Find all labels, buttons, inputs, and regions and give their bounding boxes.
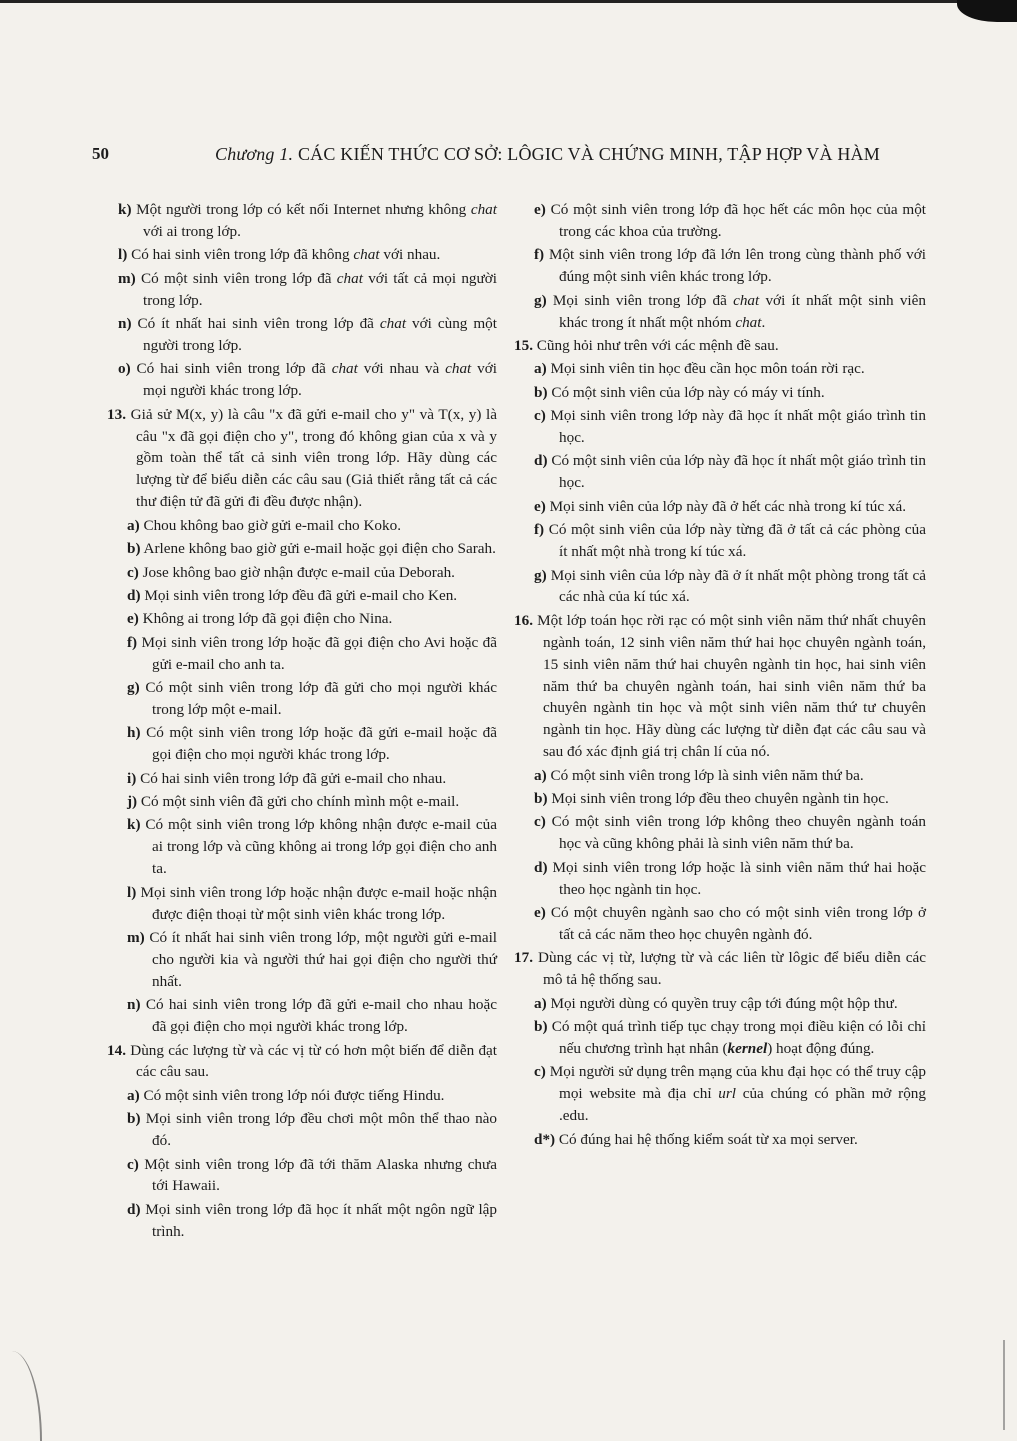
exercise-item: d*) Có đúng hai hệ thống kiểm soát từ xa mọi server. [534, 1130, 858, 1148]
page-number: 50 [92, 144, 109, 163]
exercise-item: c) Mọi sinh viên trong lớp này đã học ít nhất một giáo trình tin học. [534, 407, 926, 447]
exercise-13: 13. Giả sử M(x, y) là câu "x đã gửi e-mail cho y" và T(x, y) là câu "x đã gọi điện cho y", trong đó không gian của x và y gồm toàn thể tất cả sinh viên trong lớp. Hãy dùng các lượng từ để biểu diễn các câu sau (Giả thiết rằng tất cả các thư điện tử đã gửi đi đều được nhận). [107, 405, 497, 511]
scan-binding-shadow [0, 1351, 42, 1441]
exercise-item: e) Có một chuyên ngành sao cho có một sinh viên trong lớp ở tất cả các năm theo học chuyên ngành đó. [534, 904, 927, 943]
chapter-title: CÁC KIẾN THỨC CƠ SỞ: LÔGIC VÀ CHỨNG MINH, TẬP HỢP VÀ HÀM [297, 144, 880, 164]
exercise-item: h) Có một sinh viên trong lớp hoặc đã gửi e-mail hoặc đã gọi điện cho mọi người khác trong lớp. [127, 724, 497, 764]
exercise-item: e) Không ai trong lớp đã gọi điện cho Nina. [127, 610, 393, 628]
exercise-item: a) Chou không bao giờ gửi e-mail cho Koko. [127, 516, 401, 534]
running-header [92, 144, 922, 168]
exercise-item: b) Mọi sinh viên trong lớp đều chơi một môn thể thao nào đó. [127, 1110, 497, 1150]
exercise-item: g) Mọi sinh viên của lớp này đã ở ít nhất một phòng trong tất cả các nhà của kí túc xá. [534, 566, 926, 606]
exercise-14-items [107, 1085, 497, 1243]
exercise-item: l) Mọi sinh viên trong lớp hoặc nhận được e-mail hoặc nhận được điện thoại từ một sinh viên khác trong lớp. [127, 883, 498, 923]
exercise-item: j) Có một sinh viên đã gửi cho chính mình một e-mail. [127, 793, 460, 811]
exercise-item: l) Có hai sinh viên trong lớp đã không chat với nhau. [118, 246, 441, 264]
exercise-17: 17. Dùng các vị từ, lượng từ và các liên từ lôgic để biểu diễn các mô tả hệ thống sau. [514, 949, 926, 989]
exercise-item: f) Mọi sinh viên trong lớp hoặc đã gọi điện cho Avi hoặc đã gửi e-mail cho anh ta. [127, 633, 497, 673]
exercise-item: b) Arlene không bao giờ gửi e-mail hoặc gọi điện cho Sarah. [127, 540, 496, 558]
exercise-item: k) Một người trong lớp có kết nối Internet nhưng không chat với ai trong lớp. [118, 201, 497, 240]
exercise-item: c) Mọi người sử dụng trên mạng của khu đại học có thể truy cập mọi website mà địa chỉ url của chúng có phần mở rộng .edu. [534, 1063, 926, 1125]
exercise-item: m) Có ít nhất hai sinh viên trong lớp, một người gửi e-mail cho người kia và người thứ hai gọi điện cho người thứ nhất. [127, 929, 498, 990]
exercise-item: c) Jose không bao giờ nhận được e-mail của Deborah. [127, 563, 455, 581]
exercise-item: e) Có một sinh viên trong lớp đã học hết các môn học của một trong các khoa của trường. [534, 201, 927, 240]
left-column [107, 199, 497, 1244]
exercise-15-items [514, 358, 926, 608]
exercise-item: g) Mọi sinh viên trong lớp đã chat với ít nhất một sinh viên khác trong ít nhất một nhóm chat. [534, 291, 926, 331]
scan-corner-mark [957, 0, 1017, 22]
exercise-item: m) Có một sinh viên trong lớp đã chat với tất cả mọi người trong lớp. [118, 269, 497, 309]
chapter-heading [215, 144, 880, 165]
exercise-item: f) Có một sinh viên của lớp này từng đã ở tất cả các phòng của ít nhất một nhà trong kí túc xá. [534, 521, 927, 561]
exercise-item: g) Có một sinh viên trong lớp đã gửi cho mọi người khác trong lớp một e-mail. [127, 679, 498, 718]
exercise-13-items [107, 515, 497, 1038]
exercise-item: d) Có một sinh viên của lớp này đã học ít nhất một giáo trình tin học. [534, 452, 927, 492]
right-column [514, 199, 926, 1152]
scan-edge-mark [1003, 1340, 1005, 1430]
exercise-item: a) Có một sinh viên trong lớp là sinh viên năm thứ ba. [534, 766, 864, 784]
exercise-item: c) Có một sinh viên trong lớp không theo chuyên ngành toán học và cũng không phải là sinh viên năm thứ ba. [534, 813, 926, 853]
exercise-item: a) Mọi sinh viên tin học đều cần học môn toán rời rạc. [534, 360, 865, 378]
exercise-item: o) Có hai sinh viên trong lớp đã chat với nhau và chat với mọi người khác trong lớp. [118, 360, 498, 400]
exercise-item: c) Một sinh viên trong lớp đã tới thăm Alaska nhưng chưa tới Hawaii. [127, 1155, 498, 1195]
exercise-item: n) Có ít nhất hai sinh viên trong lớp đã chat với cùng một người trong lớp. [118, 315, 497, 354]
exercise-item: i) Có hai sinh viên trong lớp đã gửi e-mail cho nhau. [127, 769, 447, 787]
exercise-16: 16. Một lớp toán học rời rạc có một sinh viên năm thứ nhất chuyên ngành toán, 12 sinh viên năm thứ hai học chuyên ngành toán, 15 sinh viên năm thứ hai chuyên ngành tin học, hai sinh viên năm thứ ba chuyên ngành toán, hai sinh viên năm thứ ba chuyên ngành tin học và một sinh viên năm thứ tư chuyên ngành tin học. Hãy dùng các lượng từ diễn đạt các câu sau và sau đó xác định giá trị chân lí của nó. [514, 611, 926, 761]
exercise-item: d) Mọi sinh viên trong lớp đã học ít nhất một ngôn ngữ lập trình. [127, 1200, 498, 1240]
exercise-15: 15. Cũng hỏi như trên với các mệnh đề sau. [514, 336, 779, 354]
exercise-item: a) Mọi người dùng có quyền truy cập tới đúng một hộp thư. [534, 994, 898, 1012]
exercise-item: k) Có một sinh viên trong lớp không nhận được e-mail của ai trong lớp và cũng không ai trong lớp gọi điện cho anh ta. [127, 816, 497, 878]
exercise-item: e) Mọi sinh viên của lớp này đã ở hết các nhà trong kí túc xá. [534, 497, 907, 515]
exercise-item: b) Mọi sinh viên trong lớp đều theo chuyên ngành tin học. [534, 790, 889, 808]
exercise-17-items [514, 993, 926, 1151]
chapter-prefix: Chương 1. [215, 144, 294, 164]
page-top-edge [0, 0, 1017, 3]
exercise-item: a) Có một sinh viên trong lớp nói được tiếng Hindu. [127, 1086, 445, 1104]
exercise-item: b) Có một quá trình tiếp tục chạy trong mọi điều kiện có lỗi chỉ nếu chương trình hạt nhân (kernel) hoạt động đúng. [534, 1018, 926, 1058]
exercise-item: n) Có hai sinh viên trong lớp đã gửi e-mail cho nhau hoặc đã gọi điện cho mọi người khác trong lớp. [127, 996, 497, 1036]
exercise-16-items [514, 765, 926, 946]
exercise-14: 14. Dùng các lượng từ và các vị từ có hơn một biến để diễn đạt các câu sau. [107, 1041, 497, 1081]
exercise-item: d) Mọi sinh viên trong lớp hoặc là sinh viên năm thứ hai hoặc theo học ngành tin học. [534, 858, 927, 898]
exercise-item: f) Một sinh viên trong lớp đã lớn lên trong cùng thành phố với đúng một sinh viên khác trong lớp. [534, 246, 926, 286]
exercise-item: d) Mọi sinh viên trong lớp đều đã gửi e-mail cho Ken. [127, 586, 458, 604]
exercise-item: b) Có một sinh viên của lớp này có máy vi tính. [534, 383, 825, 401]
